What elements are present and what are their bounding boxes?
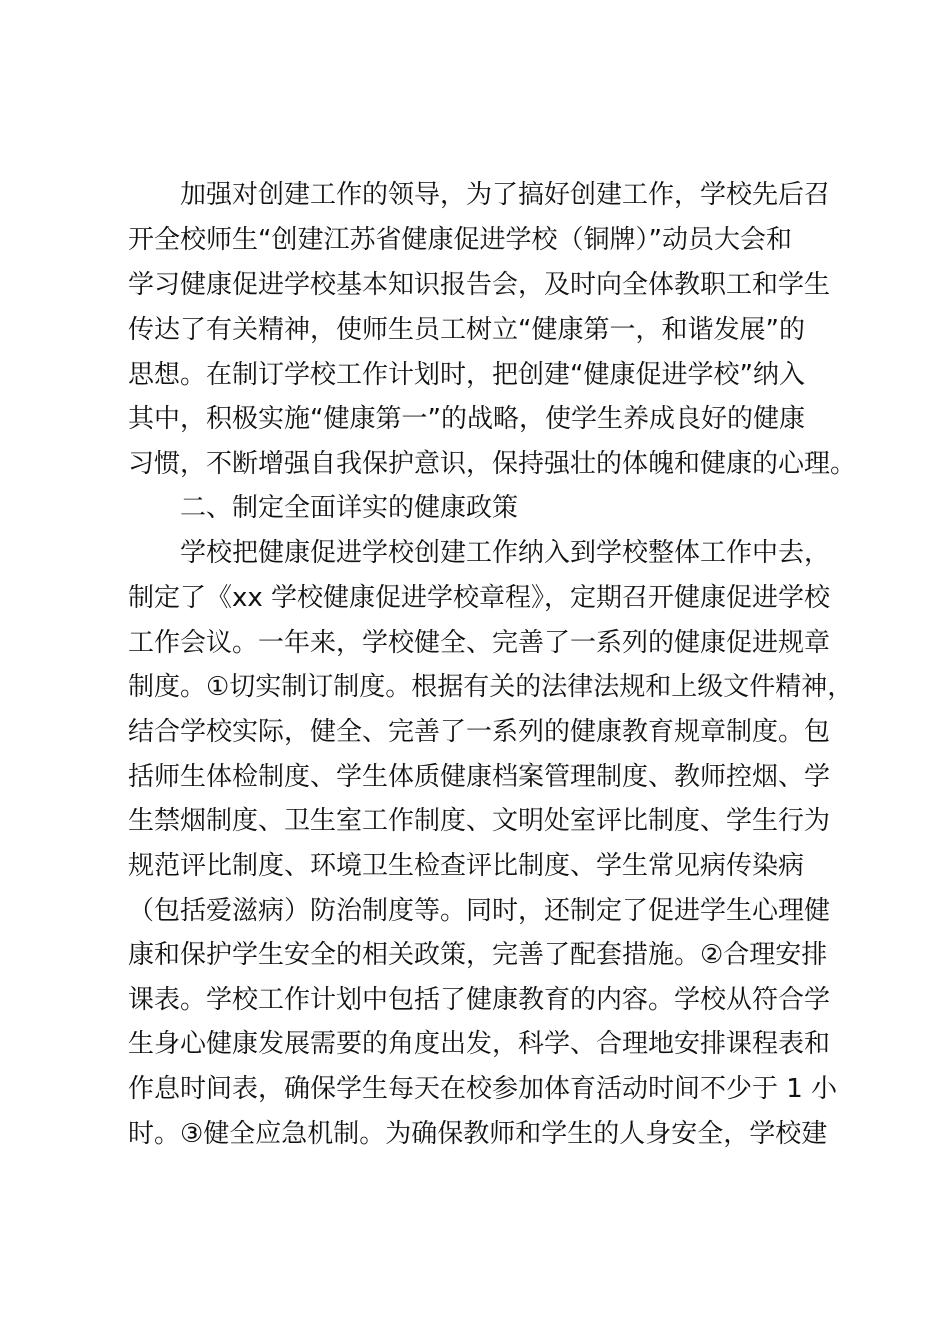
- paragraph-1-line-3: 学习健康促进学校基本知识报告会，及时向全体教职工和学生: [128, 270, 831, 300]
- paragraph-1-line-5: 思想。在制订学校工作计划时，把创建“健康促进学校”纳入: [128, 360, 805, 390]
- paragraph-2-line-8: 规范评比制度、环境卫生检查评比制度、学生常见病传染病: [128, 851, 805, 881]
- paragraph-2-line-7: 生禁烟制度、卫生室工作制度、文明处室评比制度、学生行为: [128, 806, 831, 836]
- paragraph-2-line-5: 结合学校实际，健全、完善了一系列的健康教育规章制度。包: [128, 717, 831, 747]
- paragraph-2-line-14: 时。③健全应急机制。为确保教师和学生的人身安全，学校建: [128, 1119, 828, 1149]
- paragraph-1-line-6: 其中，积极实施“健康第一”的战略，使学生养成良好的健康: [128, 404, 805, 434]
- paragraph-2-line-12: 生身心健康发展需要的角度出发，科学、合理地安排课程表和: [128, 1029, 831, 1059]
- paragraph-1-line-7: 习惯，不断增强自我保护意识，保持强壮的体魄和健康的心理。: [128, 449, 857, 479]
- section-heading: 二、制定全面详实的健康政策: [180, 493, 519, 523]
- paragraph-2-line-4: 制度。①切实制订制度。根据有关的法律法规和上级文件精神，: [128, 672, 854, 702]
- paragraph-1-line-1: 加强对创建工作的领导，为了搞好创建工作，学校先后召: [180, 180, 831, 210]
- paragraph-2-line-3: 工作会议。一年来，学校健全、完善了一系列的健康促进规章: [128, 628, 831, 658]
- paragraph-2-line-11: 课表。学校工作计划中包括了健康教育的内容。学校从符合学: [128, 985, 831, 1015]
- paragraph-2-line-13: 作息时间表，确保学生每天在校参加体育活动时间不少于 1 小: [128, 1074, 838, 1104]
- paragraph-2-line-9: （包括爱滋病）防治制度等。同时，还制定了促进学生心理健: [128, 896, 831, 926]
- paragraph-2-line-6: 括师生体检制度、学生体质健康档案管理制度、教师控烟、学: [128, 762, 831, 792]
- paragraph-2-line-10: 康和保护学生安全的相关政策，完善了配套措施。②合理安排: [128, 940, 828, 970]
- paragraph-1-line-4: 传达了有关精神，使师生员工树立“健康第一，和谐发展”的: [128, 315, 805, 345]
- paragraph-2-line-2: 制定了《xx 学校健康促进学校章程》，定期召开健康促进学校: [128, 583, 831, 613]
- paragraph-2-line-1: 学校把健康促进学校创建工作纳入到学校整体工作中去，: [180, 538, 831, 568]
- paragraph-1-line-2: 开全校师生“创建江苏省健康促进学校（铜牌）”动员大会和: [128, 225, 792, 255]
